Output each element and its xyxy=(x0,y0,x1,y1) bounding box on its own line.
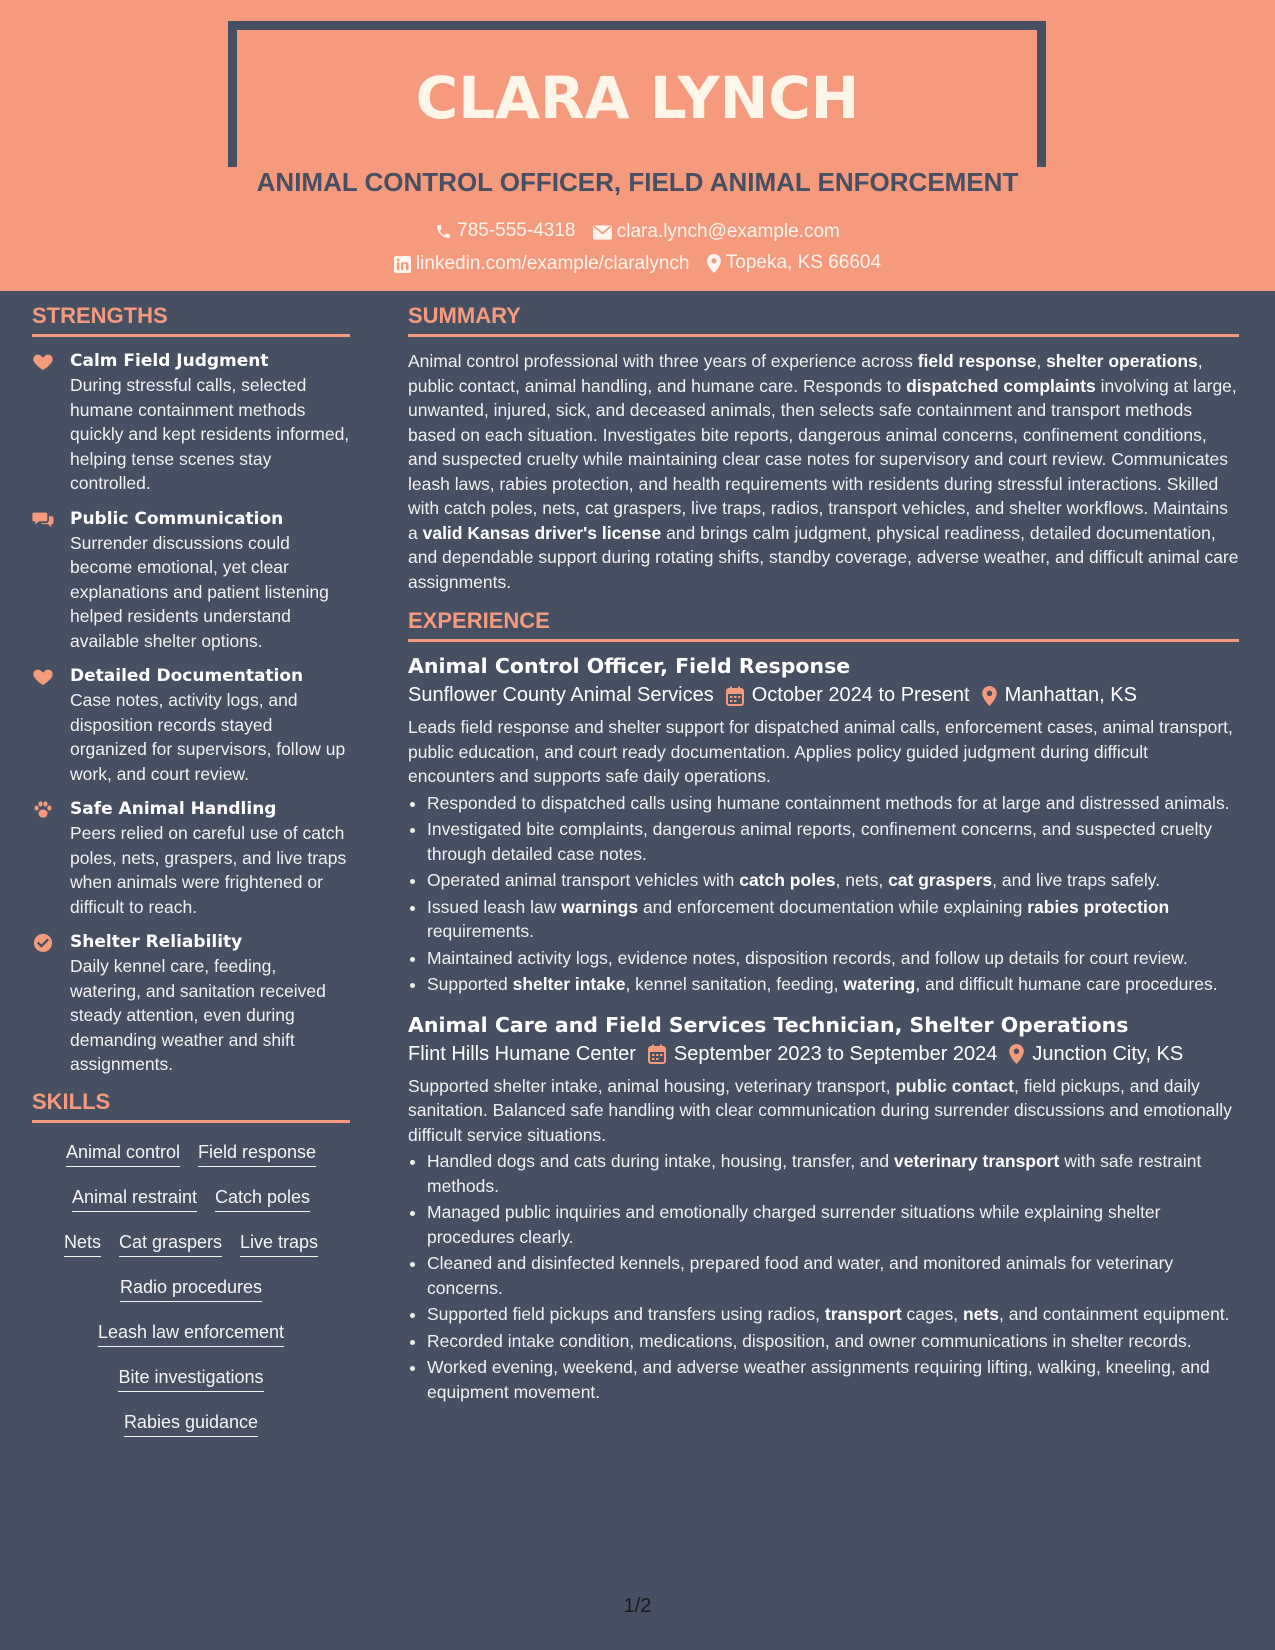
phone-icon xyxy=(435,223,452,240)
strength-item xyxy=(32,930,350,1077)
strength-text xyxy=(70,349,350,496)
skill-tag: Bite investigations xyxy=(118,1366,263,1392)
strength-text xyxy=(70,507,350,654)
bold-text: nets xyxy=(962,1304,999,1324)
bullet-item xyxy=(427,1355,1239,1404)
text-segment: Supported shelter intake, animal housing, veterinary transport, xyxy=(408,1075,896,1096)
job-dates: September 2023 to September 2024 xyxy=(673,1042,998,1065)
map-marker-icon xyxy=(1009,1044,1024,1064)
text-segment: Supported xyxy=(427,974,513,994)
strength-title: Public Communication xyxy=(70,508,284,529)
left-column xyxy=(32,303,350,1456)
bold-text: valid Kansas driver's license xyxy=(422,522,662,543)
text-segment: , public contact, animal handling, and humane care. Responds to xyxy=(408,351,1203,396)
bullet-item xyxy=(427,972,1239,997)
job-description xyxy=(408,1074,1239,1148)
job-entry xyxy=(408,1013,1239,1405)
experience-list xyxy=(408,654,1239,1404)
heart-icon xyxy=(32,664,70,786)
job-company: Sunflower County Animal Services xyxy=(408,684,714,706)
text-segment: Responded to dispatched calls using humane containment methods for at large and distressed animals. xyxy=(427,792,1230,813)
email-text: clara.lynch@example.com xyxy=(616,221,840,242)
skill-row xyxy=(32,1321,350,1347)
strength-title: Calm Field Judgment xyxy=(70,351,269,371)
job-dates: October 2024 to Present xyxy=(751,684,970,706)
bold-text: warnings xyxy=(561,896,639,917)
job-position-title: Animal Control Officer, Field Response xyxy=(408,654,851,678)
job-entry xyxy=(408,654,1239,997)
map-marker-icon xyxy=(707,254,721,273)
bold-text: veterinary transport xyxy=(893,1151,1060,1171)
skill-tag: Radio procedures xyxy=(120,1276,262,1302)
text-segment: , xyxy=(1036,351,1047,371)
envelope-icon xyxy=(593,225,612,240)
text-segment: Issued leash law xyxy=(427,896,562,917)
skill-tag: Field response xyxy=(198,1141,316,1167)
strength-description: Daily kennel care, feeding, watering, and sanitation received steady attention, even during demanding weather and shift assignments. xyxy=(70,956,326,1074)
bold-text: watering xyxy=(843,974,916,994)
strength-title: Detailed Documentation xyxy=(70,666,304,686)
bullet-item xyxy=(427,1251,1239,1300)
text-segment: Animal control professional with three years of experience across xyxy=(408,351,918,371)
right-column xyxy=(408,303,1239,1420)
skill-tag: Leash law enforcement xyxy=(98,1321,284,1347)
text-segment: , field pickups, and daily sanitation. Balanced safe handling with clear communication during surrender discussions and emotionally difficult service situations. xyxy=(408,1075,1232,1145)
job-bullets xyxy=(408,791,1239,997)
phone-text: 785-555-4318 xyxy=(457,220,576,241)
job-company: Flint Hills Humane Center xyxy=(408,1042,636,1065)
bullet-item xyxy=(427,1329,1239,1354)
text-segment: Maintained activity logs, evidence notes, disposition records, and follow up details for court review. xyxy=(427,947,1188,968)
map-marker-icon xyxy=(982,686,997,706)
skill-tag: Live traps xyxy=(240,1231,318,1257)
strengths-list xyxy=(32,349,350,1077)
skill-row xyxy=(32,1276,350,1302)
skill-row xyxy=(32,1411,350,1437)
skills-list xyxy=(32,1135,350,1437)
skill-row xyxy=(32,1186,350,1212)
text-segment: , and difficult humane care procedures. xyxy=(915,974,1218,994)
strength-text xyxy=(70,664,350,786)
skills-heading: SKILLS xyxy=(32,1089,350,1123)
page-number: 1/2 xyxy=(623,1595,652,1617)
skill-row xyxy=(32,1231,350,1257)
linkedin-item[interactable] xyxy=(394,253,690,275)
header-banner xyxy=(0,0,1275,291)
text-segment: with safe restraint methods. xyxy=(427,1151,1202,1196)
strength-item xyxy=(32,797,350,919)
text-segment: Supported field pickups and transfers using radios, xyxy=(427,1304,825,1324)
strength-text xyxy=(70,930,350,1077)
calendar-icon xyxy=(648,1044,666,1064)
strength-description: Peers relied on careful use of catch poles, nets, graspers, and live traps when animals were frightened or difficult to reach. xyxy=(70,823,347,917)
location-text: Topeka, KS 66604 xyxy=(725,252,882,273)
contact-line-1 xyxy=(0,220,1275,246)
text-segment: involving at large, unwanted, injured, sick, and deceased animals, then selects safe containment and transport methods based on each situation. Investigates bite reports, dangerous animal concerns, confinement conditions, and suspected cruelty while maintaining clear case notes for supervisory and court review. Communicates leash laws, rabies protection, and health requirements with residents during stressful interactions. Skilled with catch poles, nets, cat graspers, live traps, radios, transport vehicles, and shelter workflows. Maintains a xyxy=(408,375,1237,543)
bullet-item xyxy=(427,1302,1239,1327)
skill-tag: Catch poles xyxy=(215,1186,310,1212)
skill-tag: Rabies guidance xyxy=(124,1411,258,1437)
job-bullets xyxy=(408,1149,1239,1404)
email-item[interactable] xyxy=(593,221,840,243)
skill-tag: Cat graspers xyxy=(119,1231,222,1257)
bold-text: public contact xyxy=(895,1075,1014,1096)
heart-icon xyxy=(32,349,70,496)
job-description: Leads field response and shelter support for dispatched animal calls, enforcement cases, animal transport, public education, and court ready documentation. Applies policy guided judgment during difficult encounters and supports safe daily operations. xyxy=(408,717,1233,786)
bold-text: field response xyxy=(917,351,1037,371)
strength-title: Shelter Reliability xyxy=(70,932,243,952)
check-circle-icon xyxy=(32,930,70,1077)
job-meta xyxy=(408,1043,1239,1066)
strength-item xyxy=(32,349,350,496)
text-segment: Recorded intake condition, medications, disposition, and owner communications in shelter records. xyxy=(427,1330,1192,1351)
text-segment: Operated animal transport vehicles with xyxy=(427,870,740,890)
strengths-heading: STRENGTHS xyxy=(32,303,350,337)
strength-description: During stressful calls, selected humane containment methods quickly and kept residents informed, helping tense scenes stay controlled. xyxy=(70,375,350,493)
text-segment: Managed public inquiries and emotionally charged surrender situations while explaining shelter procedures clearly. xyxy=(427,1202,1161,1247)
linkedin-icon xyxy=(394,256,411,273)
text-segment: and enforcement documentation while explaining xyxy=(638,896,1028,917)
skill-tag: Animal control xyxy=(66,1141,180,1167)
summary-heading: SUMMARY xyxy=(408,303,1239,337)
text-segment: Handled dogs and cats during intake, housing, transfer, and xyxy=(427,1151,894,1171)
calendar-icon xyxy=(726,686,744,706)
text-segment: requirements. xyxy=(427,921,534,941)
job-position-title: Animal Care and Field Services Technician, Shelter Operations xyxy=(408,1012,1129,1037)
text-segment: , and containment equipment. xyxy=(998,1304,1230,1324)
text-segment: Investigated bite complaints, dangerous animal reports, confinement concerns, and suspected cruelty through detailed case notes. xyxy=(427,819,1213,864)
bullet-item xyxy=(427,868,1239,893)
strength-text xyxy=(70,797,350,919)
candidate-name: CLARA LYNCH xyxy=(415,64,860,132)
job-location: Junction City, KS xyxy=(1032,1042,1184,1065)
skill-row xyxy=(32,1366,350,1392)
bold-text: dispatched complaints xyxy=(906,375,1096,396)
bullet-item xyxy=(427,895,1239,944)
strength-item xyxy=(32,664,350,786)
experience-heading: EXPERIENCE xyxy=(408,608,1239,642)
text-segment: and brings calm judgment, physical readiness, detailed documentation, and dependable support during rotating shifts, standby coverage, adverse weather, and difficult animal care assignments. xyxy=(408,522,1239,592)
bullet-item xyxy=(427,817,1239,866)
text-segment: , and live traps safely. xyxy=(992,870,1161,890)
location-item xyxy=(707,252,881,274)
text-segment: , kennel sanitation, feeding, xyxy=(625,974,844,994)
bold-text: catch poles xyxy=(739,870,836,890)
bold-text: rabies protection xyxy=(1027,896,1170,917)
bold-text: cat graspers xyxy=(888,870,993,890)
job-meta xyxy=(408,684,1239,707)
text-segment: Cleaned and disinfected kennels, prepared food and water, and monitored animals for veterinary concerns. xyxy=(427,1253,1174,1298)
skill-row xyxy=(32,1141,350,1167)
phone-item[interactable] xyxy=(435,220,575,242)
skill-tag: Animal restraint xyxy=(72,1186,197,1212)
text-segment: cages, xyxy=(901,1304,963,1324)
contact-line-2 xyxy=(0,252,1275,279)
strength-description: Case notes, activity logs, and disposition records stayed organized for supervisors, follow up work, and court review. xyxy=(70,690,346,784)
bullet-item xyxy=(427,946,1239,971)
bullet-item xyxy=(427,1149,1239,1198)
summary-text xyxy=(408,349,1239,594)
skill-tag: Nets xyxy=(64,1231,101,1257)
strength-item xyxy=(32,507,350,654)
bullet-item xyxy=(427,791,1239,816)
comments-icon xyxy=(32,507,70,654)
bullet-item xyxy=(427,1200,1239,1249)
bold-text: shelter intake xyxy=(512,974,626,994)
strength-title: Safe Animal Handling xyxy=(70,799,277,819)
job-title: ANIMAL CONTROL OFFICER, FIELD ANIMAL ENFORCEMENT xyxy=(256,167,1019,197)
text-segment: , nets, xyxy=(835,870,889,890)
bold-text: shelter operations xyxy=(1046,351,1198,371)
linkedin-text: linkedin.com/example/claralynch xyxy=(415,253,690,274)
text-segment: Worked evening, weekend, and adverse weather assignments requiring lifting, walking, kneeling, and equipment movement. xyxy=(427,1357,1210,1402)
strength-description: Surrender discussions could become emotional, yet clear explanations and patient listening helped residents understand available shelter options. xyxy=(70,532,329,651)
job-location: Manhattan, KS xyxy=(1004,684,1137,706)
bold-text: transport xyxy=(824,1304,902,1324)
paw-icon xyxy=(32,797,70,919)
